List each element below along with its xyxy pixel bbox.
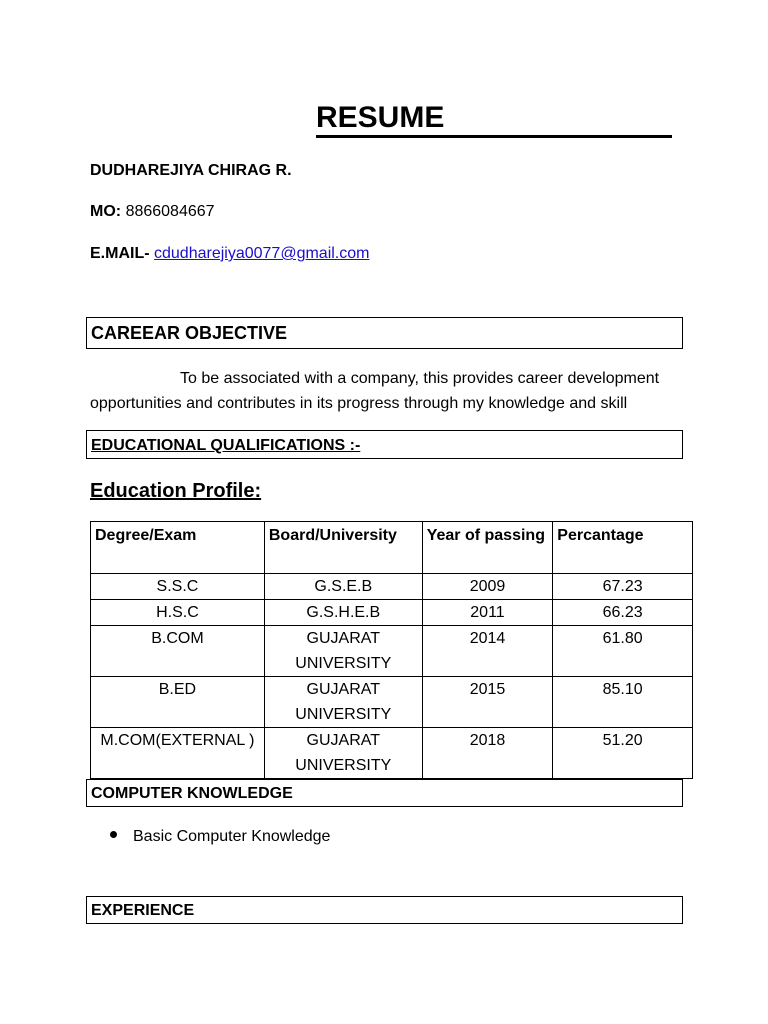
table-cell: 67.23 — [553, 574, 693, 600]
objective-line-2: opportunities and contributes in its progress through my knowledge and skill — [90, 395, 628, 412]
email-link[interactable]: cdudharejiya0077@gmail.com — [154, 245, 370, 262]
table-header-row — [91, 522, 693, 574]
table-cell: G.S.E.B — [264, 574, 422, 600]
computer-knowledge-text: Basic Computer Knowledge — [133, 828, 331, 845]
table-cell: 61.80 — [553, 626, 693, 677]
table-header-cell: Degree/Exam — [91, 522, 265, 574]
resume-title: RESUME — [316, 98, 672, 138]
education-profile-heading: Education Profile: — [90, 480, 262, 502]
table-cell: B.COM — [91, 626, 265, 677]
table-cell: G.S.H.E.B — [264, 600, 422, 626]
mobile-label: MO: — [90, 203, 122, 220]
table-row — [91, 728, 693, 779]
computer-knowledge-heading: COMPUTER KNOWLEDGE — [86, 779, 683, 807]
mobile-number: 8866084667 — [125, 203, 215, 220]
mobile-line — [90, 201, 215, 223]
table-cell: GUJARAT UNIVERSITY — [264, 677, 422, 728]
table-cell: B.ED — [91, 677, 265, 728]
candidate-name: DUDHAREJIYA CHIRAG R. — [90, 162, 292, 179]
table-row — [91, 626, 693, 677]
email-line — [90, 243, 369, 265]
table-header-cell: Percantage — [553, 522, 693, 574]
table-cell: 2011 — [422, 600, 553, 626]
table-cell: 2014 — [422, 626, 553, 677]
table-row — [91, 600, 693, 626]
objective-line-1: To be associated with a company, this provides career development — [180, 370, 660, 387]
table-cell: GUJARAT UNIVERSITY — [264, 626, 422, 677]
table-cell: 2015 — [422, 677, 553, 728]
table-cell: 51.20 — [553, 728, 693, 779]
table-cell: H.S.C — [91, 600, 265, 626]
table-cell: 66.23 — [553, 600, 693, 626]
table-row — [91, 677, 693, 728]
table-cell: M.COM(EXTERNAL ) — [91, 728, 265, 779]
table-cell: 2018 — [422, 728, 553, 779]
table-cell: 2009 — [422, 574, 553, 600]
table-row — [91, 574, 693, 600]
objective-text — [90, 366, 690, 416]
computer-knowledge-item — [110, 826, 330, 848]
bullet-icon — [110, 831, 117, 838]
objective-heading: CAREEAR OBJECTIVE — [86, 317, 683, 349]
email-label: E.MAIL- — [90, 245, 150, 262]
table-header-cell: Board/University — [264, 522, 422, 574]
table-cell: S.S.C — [91, 574, 265, 600]
table-cell: 85.10 — [553, 677, 693, 728]
table-header-cell: Year of passing — [422, 522, 553, 574]
education-heading: EDUCATIONAL QUALIFICATIONS :- — [86, 430, 683, 459]
experience-heading: EXPERIENCE — [86, 896, 683, 924]
table-cell: GUJARAT UNIVERSITY — [264, 728, 422, 779]
education-table — [90, 521, 693, 779]
